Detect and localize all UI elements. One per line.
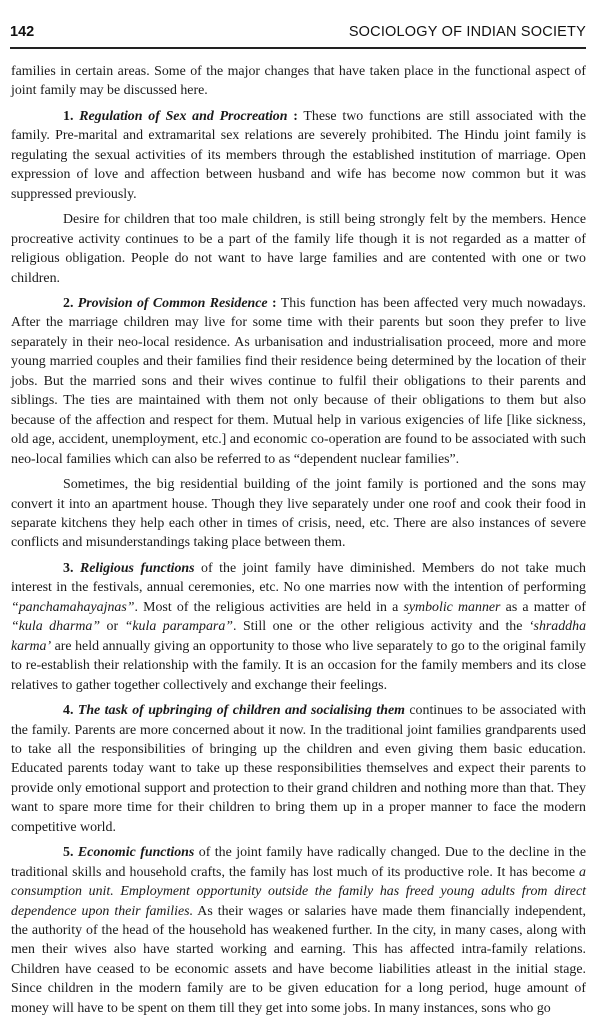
running-title: SOCIOLOGY OF INDIAN SOCIETY <box>348 24 586 40</box>
section-3-text-f: are held annually giving an opportunity to those who live separately to go to the original family to re-establish their relationship with the family. It is an occasion for the family members and its close relatives to gather together collectively and exchange their feelings. <box>11 638 586 693</box>
section-3-text-d: or <box>100 619 125 635</box>
section-5-paragraph <box>11 843 586 1018</box>
page-body <box>11 62 586 1024</box>
section-3-text-a: of the joint family have diminished. Members do not take much interest in the festivals, annual ceremonies, etc. No one marries now with the intention of performing <box>11 560 587 596</box>
section-5-title: Economic functions <box>77 845 195 861</box>
section-4-text: continues to be associated with the family. Parents are more concerned about it now. In the traditional joint families grandparents used to take all the responsibilities of bringing up the children and even giving them basic education. Educated parents today want to take up these responsibilities themselves and expect their parents to provide only emotional support and protection to their grand children and nothing more than that. They want to spare more time for their children to bring them up in a proper manner to face the modern competitive world. <box>11 703 586 835</box>
section-2-title: Provision of Common Residence <box>77 295 268 311</box>
section-1-colon: : <box>287 108 298 124</box>
section-5-text-a: of the joint family have radically changed. Due to the decline in the traditional skills and household crafts, the family has lost much of its productive role. It has become <box>11 845 586 880</box>
page-number: 142 <box>10 24 35 40</box>
section-3-term-kula-parampara: “kula parampara” <box>124 619 233 635</box>
section-1-number: 1. <box>63 108 80 124</box>
section-4-paragraph <box>11 701 586 837</box>
section-1-paragraph <box>11 107 586 204</box>
section-4-number: 4. <box>63 703 78 719</box>
section-5-number: 5. <box>63 845 78 861</box>
section-3-term-symbolic-manner: symbolic manner <box>403 599 501 615</box>
section-2-colon: : <box>267 295 277 311</box>
section-4-title: The task of upbringing of children and socialising them <box>77 703 405 719</box>
section-2-paragraph-2: Sometimes, the big residential building of the joint family is portioned and the sons may convert it into an apartment house. Though they live separately under one roof and cook their food in separate kitchens they help each other in times of crisis, need, etc. There are also instances of severe conflicts and misunderstandings taking place between them. <box>11 477 586 551</box>
section-3-number: 3. <box>63 560 80 576</box>
section-3-text-e: . Still one or the other religious activity and the <box>233 619 529 635</box>
section-3-paragraph <box>11 559 586 695</box>
section-3-text-b: . Most of the religious activities are held in a <box>134 599 404 615</box>
section-2-paragraph <box>11 294 586 469</box>
section-2-number: 2. <box>63 295 78 311</box>
section-1-paragraph-2: Desire for children that too male children, is still being strongly felt by the members. Hence procreative activity continues to be a part of the family life though it is not regarded as a matter of religious obligation. People do not want to have large families and are contented with one or two children. <box>11 212 586 286</box>
section-3-title: Religious functions <box>79 560 195 576</box>
section-1-text: These two functions are still associated with the family. Pre-marital and extramarital sex relations are severely prohibited. The Hindu joint family is regulating the sexual activities of its members through the established institution of marriage. Open expression of love and affection between husband and wife has become now common but it was suppressed previously. <box>11 108 587 202</box>
section-2-text: This function has been affected very much nowadays. After the marriage children may live for some time with their parents but soon they prefer to live separately in their neo-local residence. As urbanisation and industrialisation proceed, more and more young married couples and their families find their residence being determined by the location of their jobs. But the married sons and their wives continue to fulfil their obligations to their parents and siblings. The ties are maintained with them not only because of their obligations to them but also because of the affection and respect for them. Mutual help in various exigencies of life [like sickness, old age, accident, unemployment, etc.] and economic co-operation are found to be associated with such neo-local families which can also be referred to as “dependent nuclear families”. <box>11 295 586 467</box>
section-3-term-panchamahayajnas: “panchamahayajnas” <box>11 599 135 615</box>
intro-paragraph: families in certain areas. Some of the major changes that have taken place in the functional aspect of joint family may be discussed here. <box>11 64 586 99</box>
section-5-italic-passage: a consumption unit. Employment opportunity outside the family has freed young adults from direct dependence upon their families. <box>11 864 586 919</box>
page-header <box>10 24 586 46</box>
section-1-title: Regulation of Sex and Procreation <box>79 108 288 124</box>
section-5-text-b: As their wages or salaries have made them financially independent, the authority of the head of the household has weakened further. In the city, in many cases, along with men their wives also have started working and earning. This has affected intra-family relations. Children have ceased to be economic assets and have become liabilities atleast in the initial stage. Since children in the modern family are to be given education for a long period, huge amount of money will have to be spent on them till they get into some jobs. In many instances, sons who go <box>11 903 586 1016</box>
section-3-term-shraddha-karma: ‘shraddha karma’ <box>11 619 587 654</box>
header-rule <box>10 47 586 49</box>
section-3-text-c: as a matter of <box>500 599 586 615</box>
section-3-term-kula-dharma: “kula dharma” <box>11 619 101 635</box>
